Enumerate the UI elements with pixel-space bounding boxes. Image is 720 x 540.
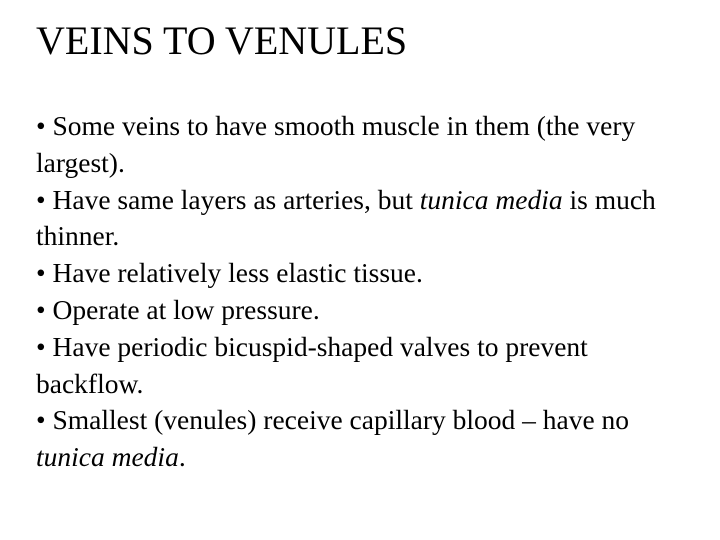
bullet-text: • Some veins to have smooth muscle in them (the very largest). [36, 110, 636, 178]
slide-title: VEINS TO VENULES [36, 18, 408, 63]
bullet-item [36, 108, 696, 182]
bullet-italic-term: tunica media [36, 441, 179, 473]
bullet-text-after: . [178, 441, 186, 473]
bullet-text: • Have relatively less elastic tissue. [36, 257, 423, 289]
bullet-italic-term: tunica media [419, 183, 563, 215]
bullet-item [36, 329, 696, 403]
bullet-text-after: is much thinner. [36, 183, 656, 252]
bullet-text: • Smallest (venules) receive capillary blood – have no [36, 404, 630, 436]
bullet-list [36, 108, 696, 476]
bullet-text: • Have same layers as arteries, but [36, 183, 420, 215]
bullet-item [36, 255, 696, 292]
bullet-text: • Operate at low pressure. [36, 293, 320, 325]
bullet-text: • Have periodic bicuspid-shaped valves to prevent backflow. [36, 330, 588, 399]
bullet-item [36, 402, 696, 476]
bullet-item [36, 182, 696, 256]
bullet-item [36, 292, 696, 329]
